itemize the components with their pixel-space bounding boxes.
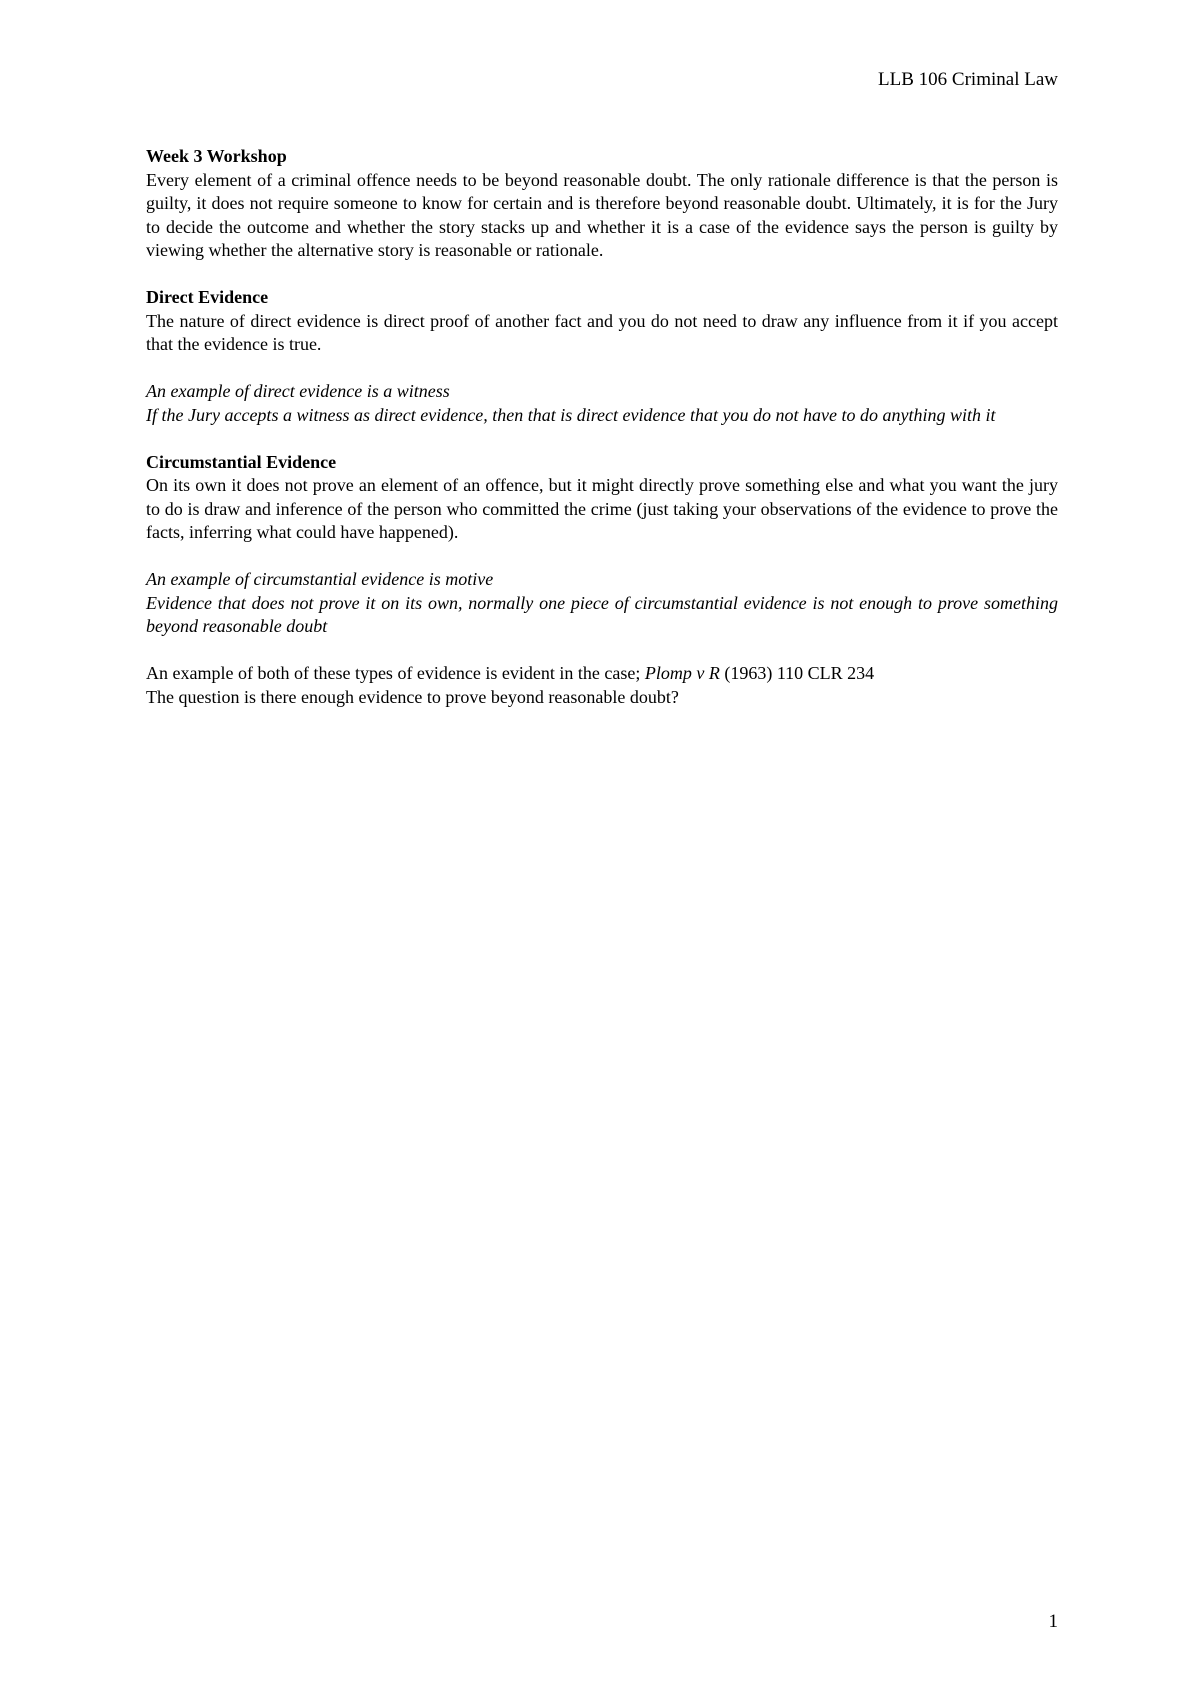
case-question-line: The question is there enough evidence to prove beyond reasonable doubt? <box>146 686 679 707</box>
workshop-section <box>146 145 1058 263</box>
workshop-paragraph: Every element of a criminal offence needs to be beyond reasonable doubt. The only rationale difference is that the person is guilty, it does not require someone to know for certain and is therefore beyond reasonable doubt. Ultimately, it is for the Jury to decide the outcome and whether the story stacks up and whether it is a case of the evidence says the person is guilty by viewing whether the alternative story is reasonable or rationale. <box>146 169 1058 260</box>
circumstantial-evidence-section <box>146 451 1058 545</box>
circumstantial-example-line-1: An example of circumstantial evidence is motive <box>146 569 494 589</box>
direct-evidence-example <box>146 380 1058 427</box>
case-reference-line <box>146 662 1058 686</box>
circumstantial-evidence-paragraph: On its own it does not prove an element of an offence, but it might directly prove something else and what you want the jury to do is draw and inference of the person who committed the crime (just taking your observations of the evidence to prove the facts, inferring what could have happened). <box>146 475 1058 542</box>
direct-example-line-2: If the Jury accepts a witness as direct evidence, then that is direct evidence that you do not have to do anything with it <box>146 404 996 425</box>
case-citation: (1963) 110 CLR 234 <box>719 663 875 683</box>
document-body <box>146 145 1058 733</box>
page-number: 1 <box>1048 1611 1058 1632</box>
circumstantial-example-line-2: Evidence that does not prove it on its own, normally one piece of circumstantial evidence is not enough to prove something beyond reasonable doubt <box>146 592 1058 636</box>
case-reference-section <box>146 662 1058 709</box>
case-reference-prefix: An example of both of these types of evidence is evident in the case; <box>146 663 645 683</box>
direct-example-line-1: An example of direct evidence is a witness <box>146 381 450 401</box>
page-header: LLB 106 Criminal Law <box>878 69 1058 90</box>
direct-evidence-paragraph: The nature of direct evidence is direct proof of another fact and you do not need to draw any influence from it if you accept that the evidence is true. <box>146 310 1058 354</box>
direct-evidence-heading: Direct Evidence <box>146 287 269 307</box>
circumstantial-evidence-example <box>146 568 1058 639</box>
case-name: Plomp v R <box>644 663 720 683</box>
workshop-heading: Week 3 Workshop <box>146 146 287 166</box>
direct-evidence-section <box>146 286 1058 357</box>
circumstantial-evidence-heading: Circumstantial Evidence <box>146 451 337 472</box>
